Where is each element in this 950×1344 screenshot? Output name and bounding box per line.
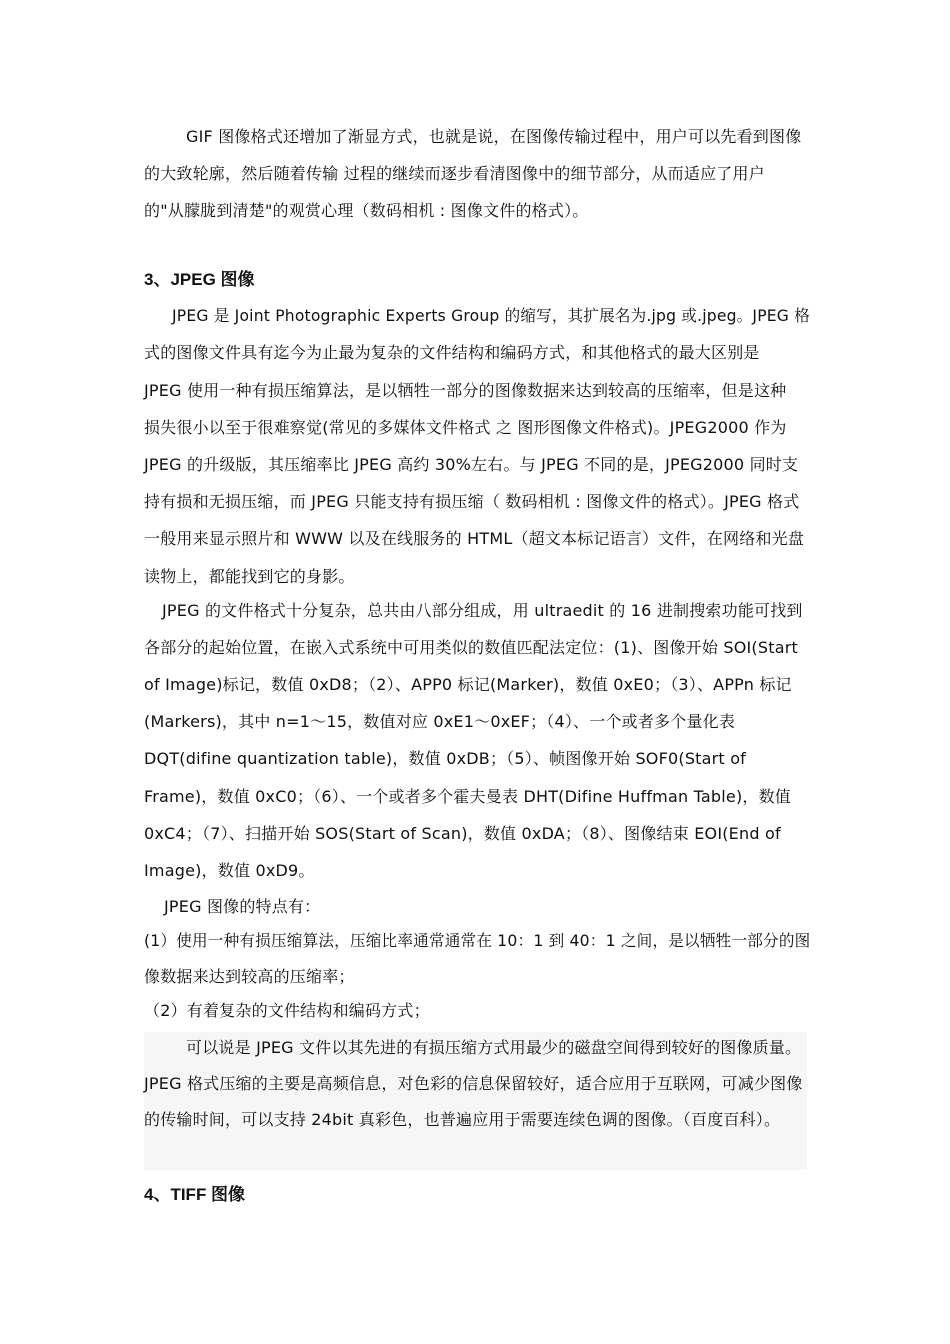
para1-line-4: 损失很小以至于很难察觉(常见的多媒体文件格式 之 图形图像文件格式)。JPEG2000 作为 <box>144 418 787 437</box>
section-4-heading: 4、TIFF 图像 <box>144 1185 246 1204</box>
para2-line-1: JPEG 的文件格式十分复杂，总共由八部分组成，用 ultraedit 的 16 进制搜索功能可找到 <box>162 601 803 620</box>
para1-line-7: 一般用来显示照片和 WWW 以及在线服务的 HTML（超文本标记语言）文件，在网络和光盘 <box>144 529 805 548</box>
para2-line-7: 0xC4；（7）、扫描开始 SOS(Start of Scan)，数值 0xDA；（8）、图像结束 EOI(End of <box>144 824 781 843</box>
para2-line-4: (Markers)，其中 n=1～15，数值对应 0xE1～0xEF；（4）、一个或者多个量化表 <box>144 712 736 731</box>
feature-1-line-2: 像数据来达到较高的压缩率； <box>144 967 355 986</box>
para2-line-8: Image)，数值 0xD9。 <box>144 861 315 880</box>
para2-line-5: DQT(difine quantization table)，数值 0xDB；（5）、帧图像开始 SOF0(Start of <box>144 749 747 768</box>
para2-line-3: of Image)标记，数值 0xD8；（2）、APP0 标记(Marker)，数值 0xE0；（3）、APPn 标记 <box>144 675 792 694</box>
intro-line-2: 的大致轮廓，然后随着传输 过程的继续而逐步看清图像中的细节部分，从而适应了用户 <box>144 164 765 183</box>
feature-1-line-1: (1）使用一种有损压缩算法，压缩比率通常通常在 10：1 到 40：1 之间，是以牺牲一部分的图 <box>144 931 811 950</box>
intro-line-3: 的"从朦胧到清楚"的观赏心理（数码相机 : 图像文件的格式）。 <box>144 201 589 220</box>
section-3-heading: 3、JPEG 图像 <box>144 270 255 289</box>
para1-line-1: JPEG 是 Joint Photographic Experts Group 的缩写，其扩展名为.jpg 或.jpeg。JPEG 格 <box>172 306 810 325</box>
intro-line-1: GIF 图像格式还增加了渐显方式，也就是说，在图像传输过程中，用户可以先看到图像 <box>186 127 802 146</box>
quote-line-3: 的传输时间，可以支持 24bit 真彩色，也普遍应用于需要连续色调的图像。（百度百科）。 <box>144 1110 781 1129</box>
para1-line-3: JPEG 使用一种有损压缩算法，是以牺牲一部分的图像数据来达到较高的压缩率，但是这种 <box>144 381 787 400</box>
para2-line-2: 各部分的起始位置，在嵌入式系统中可用类似的数值匹配法定位：(1)、图像开始 SOI(Start <box>144 638 798 657</box>
para1-line-2: 式的图像文件具有迄今为止最为复杂的文件结构和编码方式，和其他格式的最大区别是 <box>144 343 760 362</box>
feature-2: （2）有着复杂的文件结构和编码方式； <box>144 1001 430 1020</box>
para1-line-5: JPEG 的升级版，其压缩率比 JPEG 高约 30%左右。与 JPEG 不同的是，JPEG2000 同时支 <box>144 455 799 474</box>
para2-line-6: Frame)，数值 0xC0；（6）、一个或者多个霍夫曼表 DHT(Difine Huffman Table)，数值 <box>144 787 791 806</box>
quote-line-2: JPEG 格式压缩的主要是高频信息，对色彩的信息保留较好，适合应用于互联网，可减少图像 <box>144 1074 803 1093</box>
para1-line-6: 持有损和无损压缩，而 JPEG 只能支持有损压缩（ 数码相机 : 图像文件的格式）。JPEG 格式 <box>144 492 800 511</box>
quote-line-1: 可以说是 JPEG 文件以其先进的有损压缩方式用最少的磁盘空间得到较好的图像质量。 <box>186 1038 802 1057</box>
para1-line-8: 读物上，都能找到它的身影。 <box>144 567 355 586</box>
features-intro: JPEG 图像的特点有： <box>164 897 321 916</box>
